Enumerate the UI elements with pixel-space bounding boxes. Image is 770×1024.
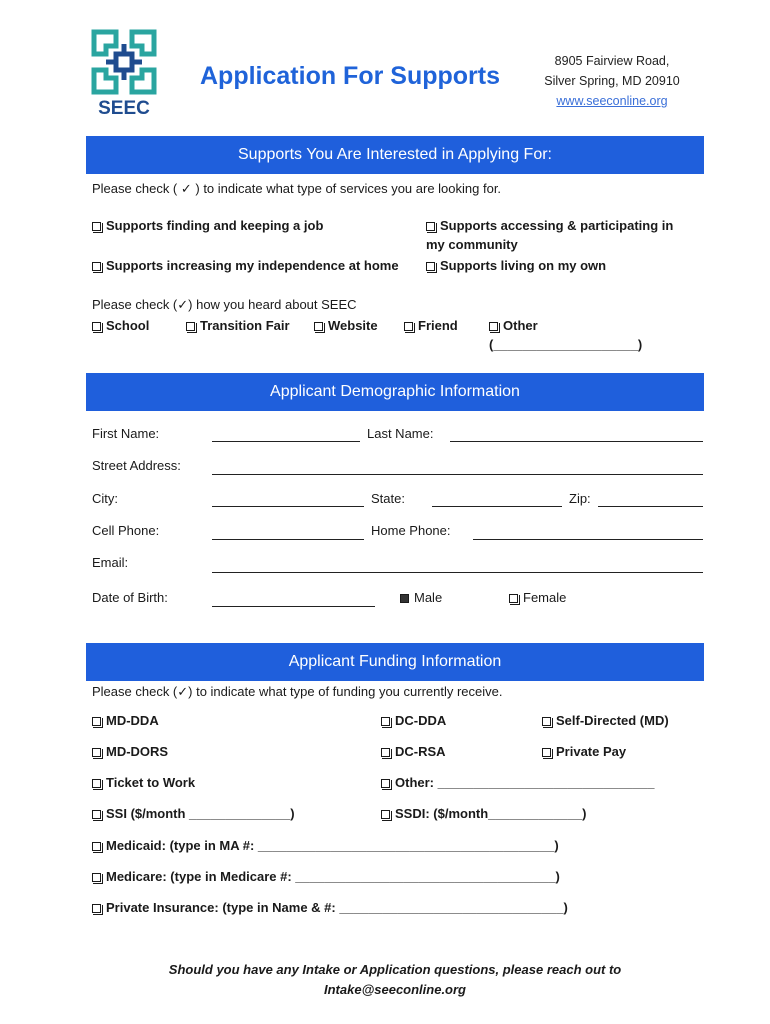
checkbox-icon[interactable] [404, 322, 413, 331]
state-field[interactable] [432, 506, 562, 507]
state-label: State: [371, 491, 405, 506]
funding-md-dors[interactable]: MD-DORS [92, 744, 168, 759]
heard-friend[interactable]: Friend [404, 318, 458, 333]
checkbox-icon[interactable] [92, 810, 101, 819]
svg-text:SEEC: SEEC [98, 98, 150, 118]
last-name-label: Last Name: [367, 426, 434, 441]
checkbox-icon[interactable] [426, 262, 435, 271]
footer-email[interactable]: Intake@seeconline.org [324, 982, 466, 997]
city-field[interactable] [212, 506, 364, 507]
checkbox-icon[interactable] [92, 262, 101, 271]
heard-instruction: Please check (✓) how you heard about SEEC [92, 297, 357, 312]
checkbox-icon[interactable] [92, 717, 101, 726]
funding-private-insurance[interactable]: Private Insurance: (type in Name & #: _______________________________) [92, 900, 568, 915]
checkbox-icon[interactable] [381, 748, 390, 757]
seec-logo [88, 26, 160, 118]
heard-transition-fair[interactable]: Transition Fair [186, 318, 290, 333]
cell-field[interactable] [212, 539, 364, 540]
funding-other[interactable]: Other: ______________________________ [381, 775, 655, 790]
checkbox-icon[interactable] [92, 873, 101, 882]
checkbox-icon[interactable] [542, 748, 551, 757]
option-living[interactable]: Supports living on my own [426, 258, 606, 273]
heard-website[interactable]: Website [314, 318, 378, 333]
address-line2: Silver Spring, MD 20910 [544, 74, 680, 88]
checkbox-icon[interactable] [92, 222, 101, 231]
funding-dc-rsa[interactable]: DC-RSA [381, 744, 446, 759]
cell-label: Cell Phone: [92, 523, 160, 538]
funding-ssi[interactable]: SSI ($/month ______________) [92, 806, 295, 821]
funding-ssdi[interactable]: SSDI: ($/month_____________) [381, 806, 586, 821]
funding-self-directed[interactable]: Self-Directed (MD) [542, 713, 669, 728]
section-header-funding: Applicant Funding Information [86, 643, 704, 681]
option-community-cont: my community [426, 237, 518, 252]
checkbox-icon[interactable] [314, 322, 323, 331]
checkbox-icon[interactable] [92, 779, 101, 788]
email-label: Email: [92, 555, 129, 570]
heard-other[interactable]: Other [489, 318, 538, 333]
heard-school[interactable]: School [92, 318, 149, 333]
zip-field[interactable] [598, 506, 703, 507]
checkbox-icon[interactable] [92, 748, 101, 757]
dob-label: Date of Birth: [92, 590, 168, 605]
section-header-demographic: Applicant Demographic Information [86, 373, 704, 411]
funding-instruction: Please check (✓) to indicate what type of funding you currently receive. [92, 684, 503, 699]
first-name-label: First Name: [92, 426, 160, 441]
funding-md-dda[interactable]: MD-DDA [92, 713, 159, 728]
footer-note: Should you have any Intake or Application questions, please reach out to [168, 962, 622, 977]
funding-ticket-to-work[interactable]: Ticket to Work [92, 775, 195, 790]
funding-dc-dda[interactable]: DC-DDA [381, 713, 446, 728]
female-option[interactable]: Female [509, 590, 566, 605]
home-label: Home Phone: [371, 523, 451, 538]
funding-private-pay[interactable]: Private Pay [542, 744, 626, 759]
website-link[interactable]: www.seeconline.org [556, 94, 668, 108]
option-job[interactable]: Supports finding and keeping a job [92, 218, 323, 233]
checkbox-icon[interactable] [489, 322, 498, 331]
heard-other-blank[interactable]: (____________________) [489, 337, 643, 352]
checkbox-icon[interactable] [381, 810, 390, 819]
street-label: Street Address: [92, 458, 181, 473]
checkbox-icon[interactable] [400, 594, 409, 603]
option-independence[interactable]: Supports increasing my independence at home [92, 258, 399, 273]
checkbox-icon[interactable] [92, 904, 101, 913]
funding-medicaid[interactable]: Medicaid: (type in MA #: _________________________________________) [92, 838, 559, 853]
checkbox-icon[interactable] [426, 222, 435, 231]
dob-field[interactable] [212, 606, 375, 607]
supports-instruction: Please check ( ✓ ) to indicate what type of services you are looking for. [92, 181, 502, 196]
checkbox-icon[interactable] [186, 322, 195, 331]
home-field[interactable] [473, 539, 703, 540]
option-community[interactable]: Supports accessing & participating in [426, 218, 673, 233]
last-name-field[interactable] [450, 441, 703, 442]
first-name-field[interactable] [212, 441, 360, 442]
city-label: City: [92, 491, 118, 506]
checkbox-icon[interactable] [92, 322, 101, 331]
checkbox-icon[interactable] [381, 779, 390, 788]
male-option[interactable]: Male [400, 590, 442, 605]
page-title: Application For Supports [200, 62, 500, 90]
zip-label: Zip: [569, 491, 591, 506]
section-header-supports: Supports You Are Interested in Applying For: [86, 136, 704, 174]
funding-medicare[interactable]: Medicare: (type in Medicare #: ____________________________________) [92, 869, 560, 884]
checkbox-icon[interactable] [509, 594, 518, 603]
email-field[interactable] [212, 572, 703, 573]
checkbox-icon[interactable] [92, 842, 101, 851]
address-line1: 8905 Fairview Road, [554, 54, 670, 68]
checkbox-icon[interactable] [381, 717, 390, 726]
checkbox-icon[interactable] [542, 717, 551, 726]
street-field[interactable] [212, 474, 703, 475]
